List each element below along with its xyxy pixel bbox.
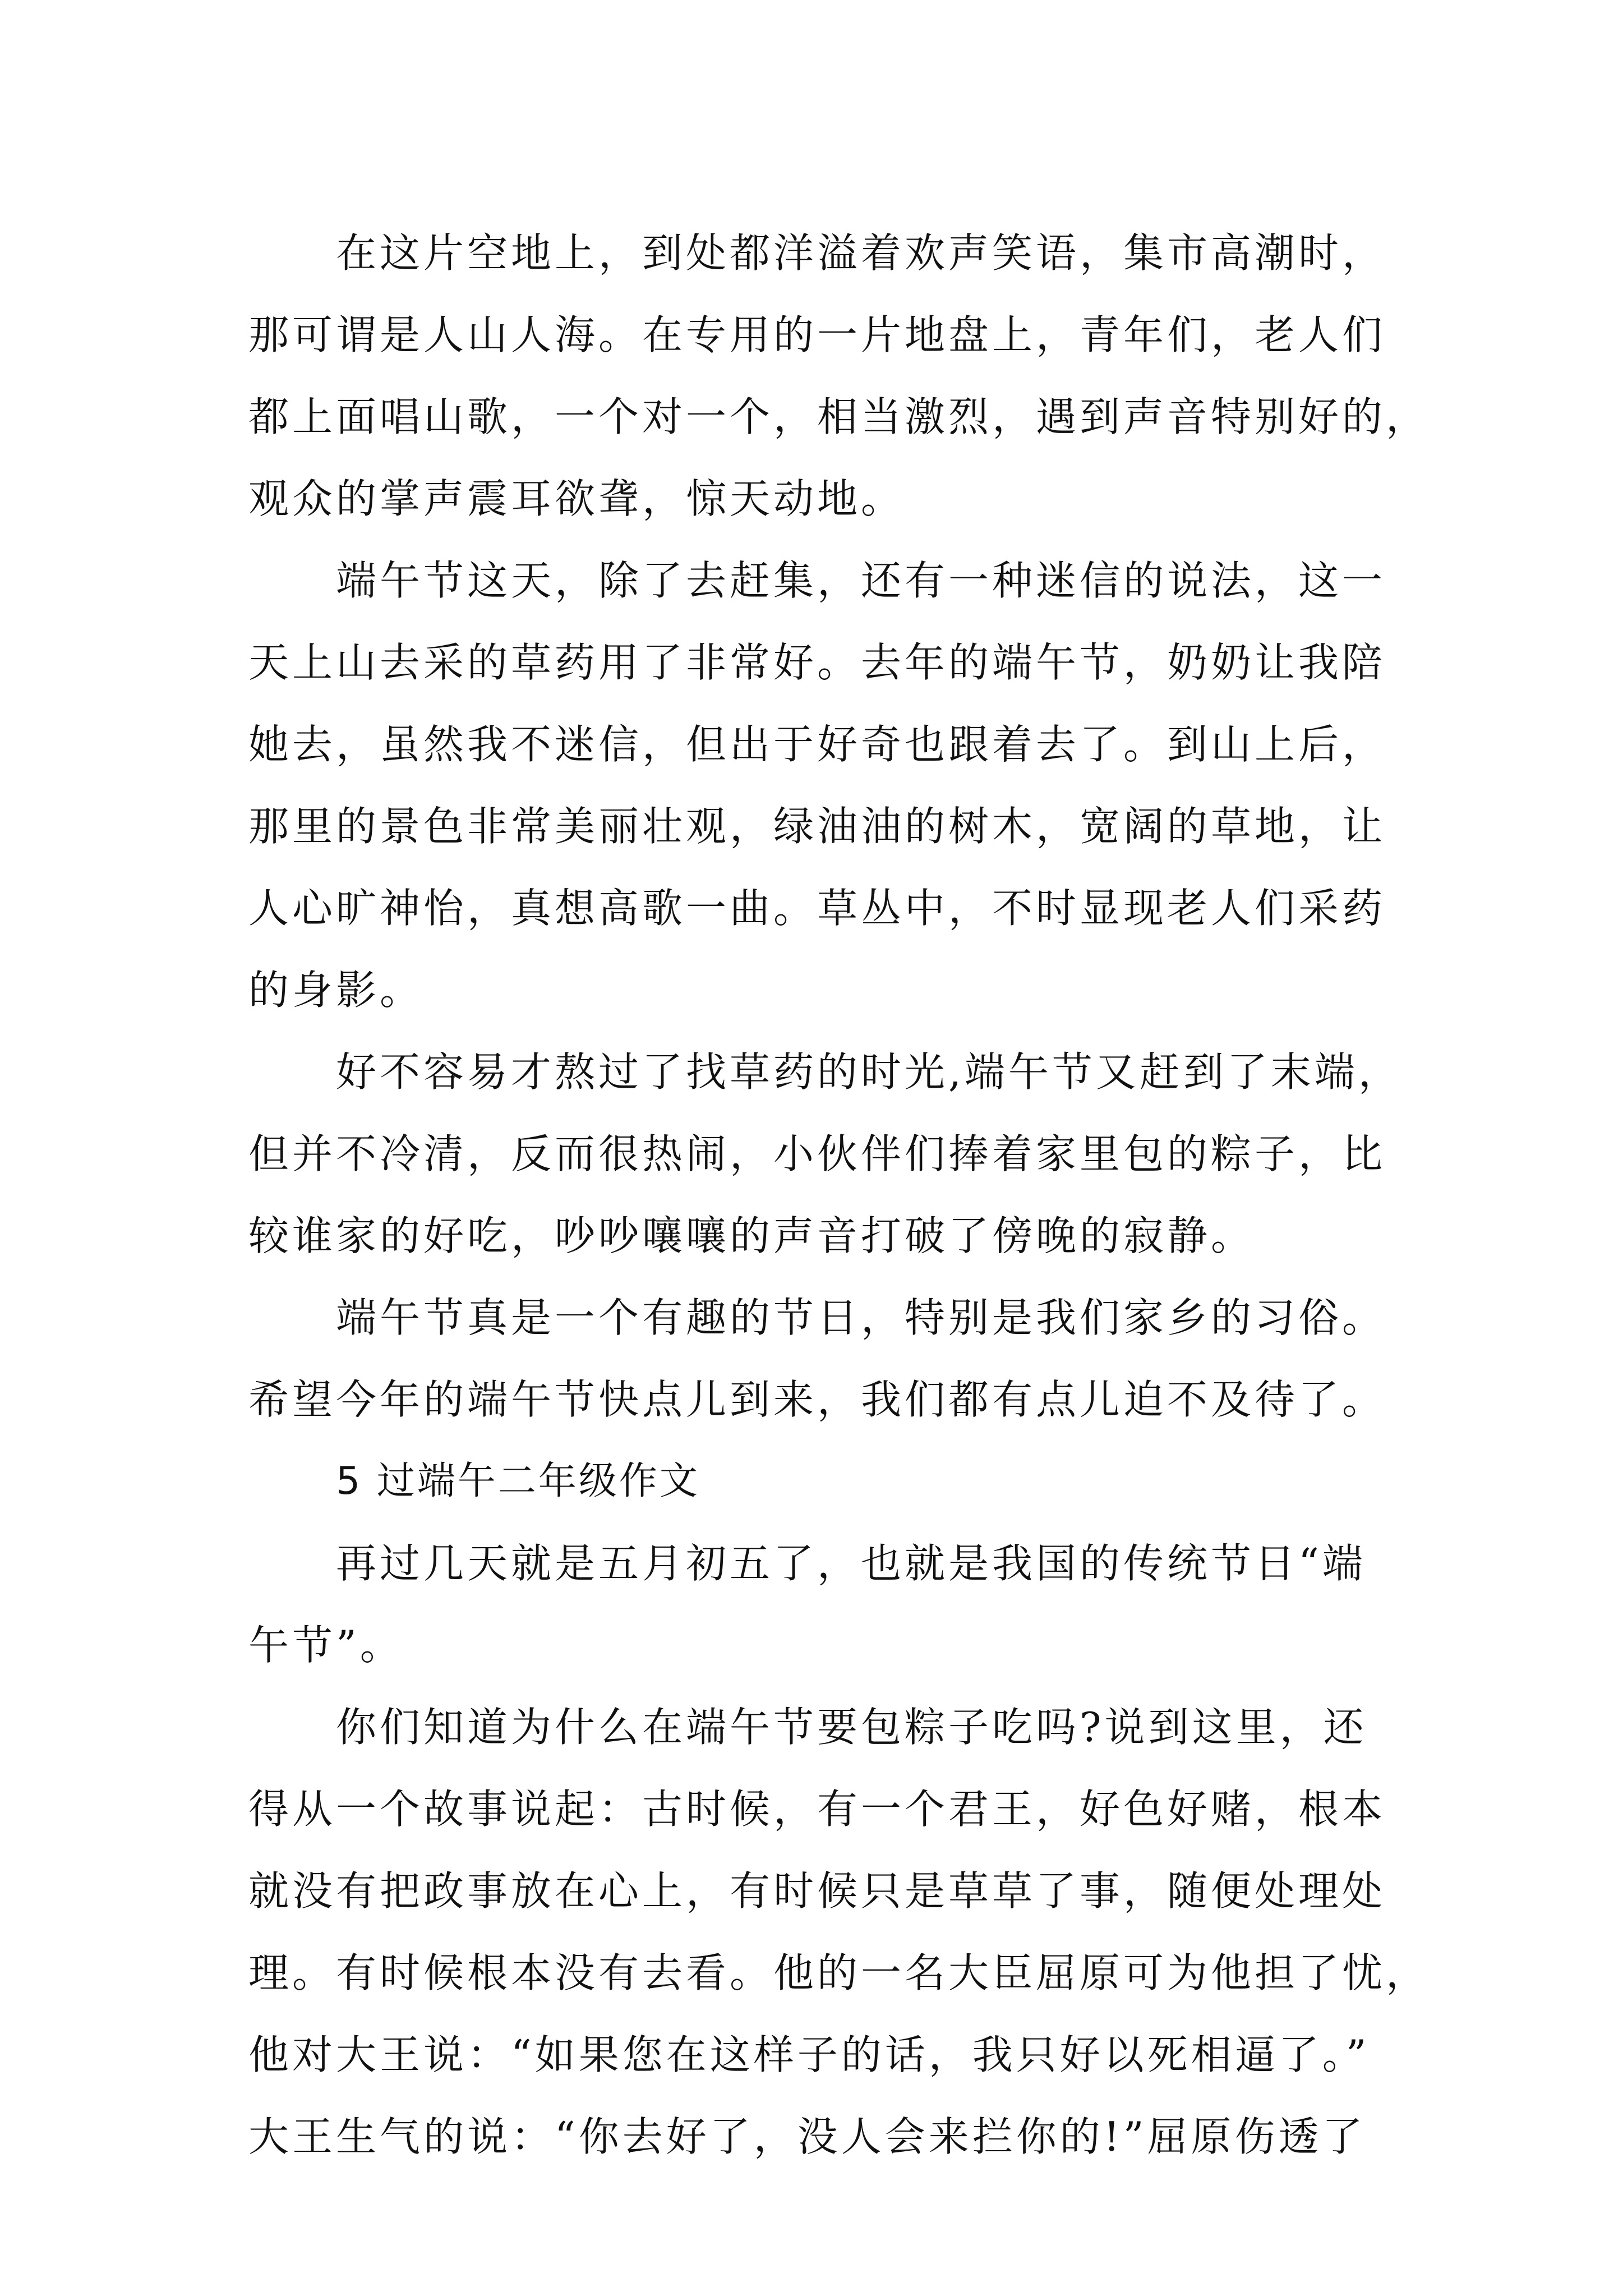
text-line: 希望今年的端午节快点儿到来，我们都有点儿迫不及待了。	[248, 1376, 1386, 1423]
text-line: 午节”。	[248, 1622, 404, 1669]
text-line: 大王生气的说：“你去好了，没人会来拦你的!”屈原伤透了	[248, 2113, 1366, 2160]
text-line: 她去，虽然我不迷信，但出于好奇也跟着去了。到山上后，	[248, 721, 1386, 768]
text-line: 他对大王说：“如果您在这样子的话，我只好以死相逼了。”	[248, 2031, 1370, 2078]
text-line: 那可谓是人山人海。在专用的一片地盘上，青年们，老人们	[248, 311, 1386, 358]
text-line: 较谁家的好吃，吵吵嚷嚷的声音打破了傍晚的寂静。	[248, 1212, 1255, 1259]
text-line: 你们知道为什么在端午节要包粽子吃吗?说到这里，还	[336, 1704, 1367, 1751]
text-line: 得从一个故事说起：古时候，有一个君王，好色好赌，根本	[248, 1786, 1386, 1833]
text-line: 就没有把政事放在心上，有时候只是草草了事，随便处理处	[248, 1867, 1386, 1915]
text-line: 但并不冷清，反而很热闹，小伙伴们捧着家里包的粽子，比	[248, 1130, 1386, 1177]
text-line: 天上山去采的草药用了非常好。去年的端午节，奶奶让我陪	[248, 639, 1386, 686]
section-heading: 5 过端午二年级作文	[336, 1459, 700, 1503]
text-line: 端午节这天，除了去赶集，还有一种迷信的说法，这一	[336, 557, 1386, 604]
text-line: 好不容易才熬过了找草药的时光,端午节又赶到了末端，	[336, 1048, 1402, 1096]
text-line: 都上面唱山歌，一个对一个，相当激烈，遇到声音特别好的，	[248, 393, 1430, 440]
text-line: 端午节真是一个有趣的节日，特别是我们家乡的习俗。	[336, 1294, 1386, 1341]
text-line: 再过几天就是五月初五了，也就是我国的传统节日“端	[336, 1540, 1366, 1587]
text-line: 人心旷神怡，真想高歌一曲。草丛中，不时显现老人们采药	[248, 885, 1386, 932]
text-line: 观众的掌声震耳欲聋，惊天动地。	[248, 475, 905, 522]
text-line: 那里的景色非常美丽壮观，绿油油的树木，宽阔的草地，让	[248, 803, 1386, 850]
essay-body	[248, 212, 1430, 2178]
text-line: 的身影。	[248, 967, 424, 1014]
text-line: 理。有时候根本没有去看。他的一名大臣屈原可为他担了忧，	[248, 1949, 1430, 1996]
text-line: 在这片空地上，到处都洋溢着欢声笑语，集市高潮时，	[336, 229, 1386, 277]
